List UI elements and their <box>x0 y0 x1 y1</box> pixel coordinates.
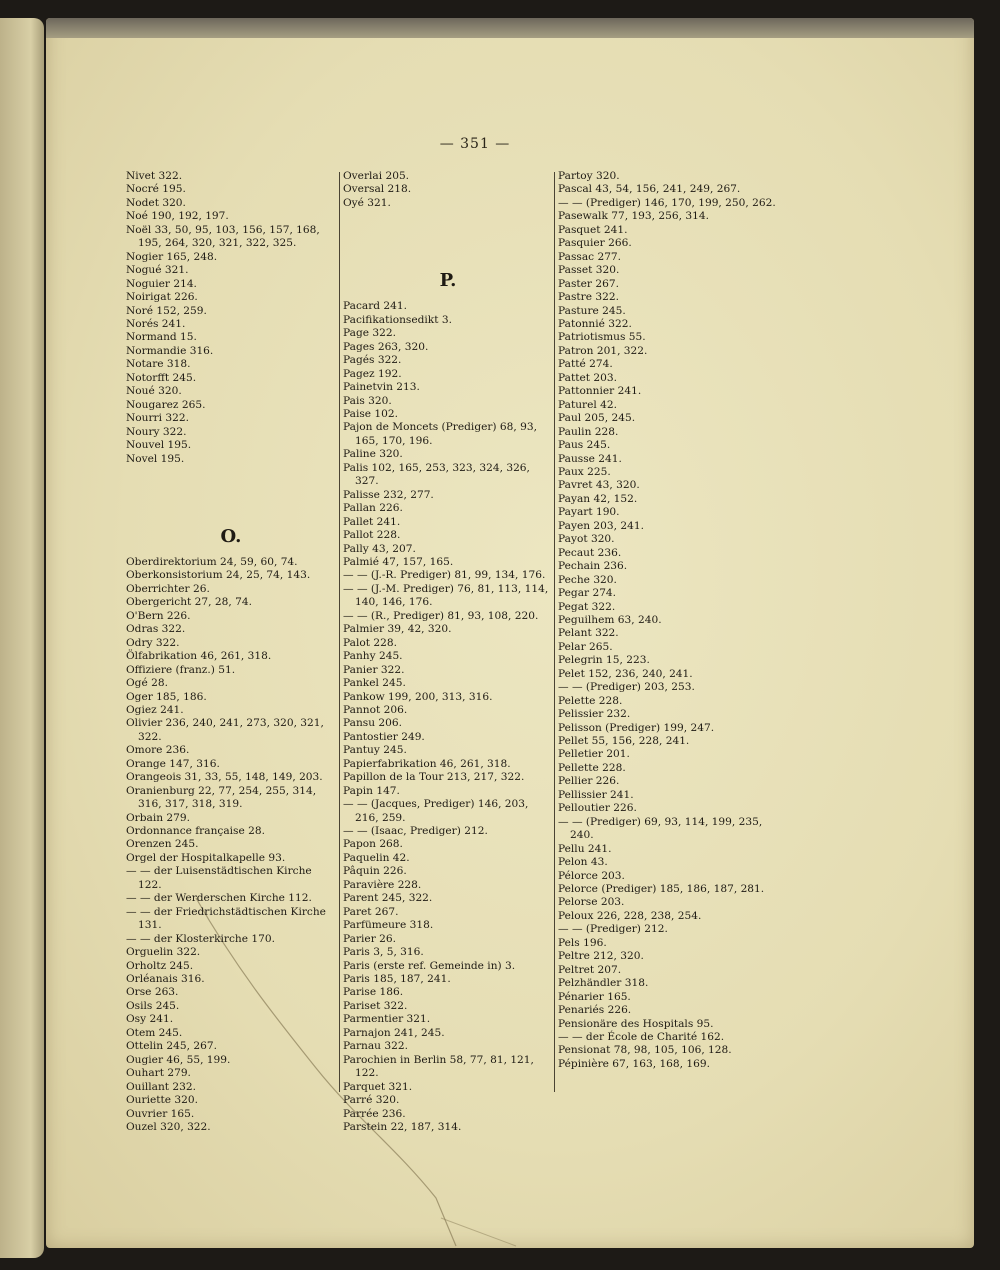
index-entry: Odras 322. <box>126 623 186 636</box>
index-entry: Pellissier 241. <box>558 788 634 801</box>
index-entry: — — (J.-R. Prediger) 81, 99, 134, 176. <box>343 569 546 582</box>
index-entry: Norés 241. <box>126 317 186 330</box>
index-entry: Ouillant 232. <box>126 1080 197 1093</box>
index-entry: Pecaut 236. <box>558 546 622 559</box>
index-entry: Pansu 206. <box>343 717 403 730</box>
index-entry: Papillon de la Tour 213, 217, 322. <box>343 771 525 784</box>
index-entry: Parochien in Berlin 58, 77, 81, 121, 122. <box>343 1053 534 1080</box>
index-entry: Pantuy 245. <box>343 744 407 757</box>
index-entry: Parier 26. <box>343 932 396 945</box>
index-entry: Papon 268. <box>343 838 403 851</box>
index-entry: Pages 263, 320. <box>343 340 429 353</box>
index-entry: Pegar 274. <box>558 587 617 600</box>
index-entry: — — der Klosterkirche 170. <box>126 932 275 945</box>
index-entry: Paris 3, 5, 316. <box>343 946 424 959</box>
index-entry: Noé 190, 192, 197. <box>126 210 229 223</box>
index-entry: Peche 320. <box>558 573 617 586</box>
column-divider <box>554 172 555 1092</box>
section-gap <box>126 466 336 520</box>
index-entry: Pasquier 266. <box>558 237 632 250</box>
index-entry: Pépinière 67, 163, 168, 169. <box>558 1057 710 1070</box>
index-entry: Pausse 241. <box>558 452 622 465</box>
index-entry: Pannot 206. <box>343 703 408 716</box>
index-entry: Ouzel 320, 322. <box>126 1121 211 1133</box>
index-entry: Pelorce (Prediger) 185, 186, 187, 281. <box>558 883 765 896</box>
index-entry: Paris (erste ref. Gemeinde in) 3. <box>343 959 516 972</box>
index-entry: Papin 147. <box>343 784 400 797</box>
index-entry: Pastre 322. <box>558 291 619 304</box>
index-entry: Painetvin 213. <box>343 381 420 394</box>
section-heading: P. <box>439 270 457 292</box>
index-entry: Pelette 228. <box>558 694 623 707</box>
index-entry: Palmié 47, 157, 165. <box>343 555 454 568</box>
index-entry: Panhy 245. <box>343 650 403 663</box>
index-entry: Patriotismus 55. <box>558 331 646 344</box>
index-entry: Patron 201, 322. <box>558 344 648 357</box>
index-entry: Pattonnier 241. <box>558 385 642 398</box>
index-entry: Nouvel 195. <box>126 439 192 452</box>
index-entry: — — der Werderschen Kirche 112. <box>126 892 312 905</box>
index-entry: Pels 196. <box>558 936 607 949</box>
index-entry: Paus 245. <box>558 439 611 452</box>
index-entry: Oberdirektorium 24, 59, 60, 74. <box>126 555 298 568</box>
section-heading: O. <box>220 525 242 547</box>
index-entry: Palis 102, 165, 253, 323, 324, 326, 327. <box>343 461 530 488</box>
index-entry: — — (Prediger) 69, 93, 114, 199, 235, 240. <box>558 815 763 842</box>
index-entry: Pellet 55, 156, 228, 241. <box>558 735 690 748</box>
index-entry: Obergericht 27, 28, 74. <box>126 596 252 609</box>
index-entry: Pellier 226. <box>558 775 620 788</box>
index-entry: Patté 274. <box>558 358 613 371</box>
index-entry: Oyé 321. <box>343 196 391 209</box>
index-entry: Nougarez 265. <box>126 398 206 411</box>
index-entry: Overlai 205. <box>343 170 410 182</box>
index-entry: Offiziere (franz.) 51. <box>126 663 236 676</box>
index-entry: Normandie 316. <box>126 344 214 357</box>
index-entry: Ordonnance française 28. <box>126 825 265 838</box>
index-entry: Patonnié 322. <box>558 317 632 330</box>
facing-page-edge <box>0 18 44 1258</box>
index-entry: Orgel der Hospitalkapelle 93. <box>126 851 286 864</box>
index-entry: Peltret 207. <box>558 963 622 976</box>
index-entry: — — (Jacques, Prediger) 146, 203, 216, 259. <box>343 798 529 824</box>
index-entry: Orangeois 31, 33, 55, 148, 149, 203. <box>126 771 323 784</box>
index-entry: Ogiez 241. <box>126 703 184 716</box>
index-entry: Pelet 152, 236, 240, 241. <box>558 667 693 680</box>
index-entry: Ouriette 320. <box>126 1094 198 1107</box>
index-entry: Pattet 203. <box>558 371 617 384</box>
index-entry: O'Bern 226. <box>126 609 191 622</box>
index-entry: Orholtz 245. <box>126 959 194 972</box>
page-number: — 351 — <box>439 136 511 152</box>
index-entry: Pacifikationsedikt 3. <box>343 313 452 326</box>
section-gap <box>343 210 553 264</box>
index-entry: Pankow 199, 200, 313, 316. <box>343 690 493 703</box>
index-entry: Pagez 192. <box>343 367 402 380</box>
index-entry: Palisse 232, 277. <box>343 488 434 501</box>
index-entry: Paul 205, 245. <box>558 412 636 425</box>
index-entry: Paret 267. <box>343 905 399 918</box>
index-entry: Pallan 226. <box>343 502 403 515</box>
index-entry: Nodet 320. <box>126 196 186 209</box>
index-entry: Pélorce 203. <box>558 869 625 882</box>
index-entry: Pelegrin 15, 223. <box>558 654 650 667</box>
index-entry: Passet 320. <box>558 264 620 277</box>
column-divider <box>339 172 340 1092</box>
index-entry: Pascal 43, 54, 156, 241, 249, 267. <box>558 183 741 196</box>
index-entry: Noury 322. <box>126 425 187 438</box>
index-entry: Pelon 43. <box>558 856 608 869</box>
index-entry: Paux 225. <box>558 465 611 478</box>
index-entry: Orguelin 322. <box>126 946 201 959</box>
index-entry: Pelletier 201. <box>558 748 630 761</box>
index-entry: Omore 236. <box>126 744 190 757</box>
index-entry: Pelar 265. <box>558 640 613 653</box>
index-entry: Orbain 279. <box>126 811 191 824</box>
index-entry: Normand 15. <box>126 331 197 344</box>
index-entry: Palmier 39, 42, 320. <box>343 623 452 636</box>
index-entry: Nogué 321. <box>126 264 189 277</box>
index-entry: Papierfabrikation 46, 261, 318. <box>343 757 511 770</box>
index-entry: Pegat 322. <box>558 600 616 613</box>
index-column-3 <box>558 170 778 1071</box>
index-entry: Pelissier 232. <box>558 708 631 721</box>
index-entry: Pacard 241. <box>343 300 408 313</box>
index-entry: Partoy 320. <box>558 170 620 182</box>
index-entry: Ottelin 245, 267. <box>126 1040 217 1053</box>
index-entry: Peguilhem 63, 240. <box>558 613 662 626</box>
index-entry: Pénarier 165. <box>558 990 631 1003</box>
index-entry: Odry 322. <box>126 636 180 649</box>
index-entry: Oversal 218. <box>343 183 412 196</box>
index-entry: — — (Isaac, Prediger) 212. <box>343 825 488 838</box>
index-entry: Pelloutier 226. <box>558 802 637 815</box>
index-entry: Oger 185, 186. <box>126 690 207 703</box>
index-entry: — — (R., Prediger) 81, 93, 108, 220. <box>343 609 539 622</box>
index-entry: Ogé 28. <box>126 677 168 690</box>
index-entry: Pasture 245. <box>558 304 626 317</box>
index-entry: Paquelin 42. <box>343 851 410 864</box>
index-entry: — — (Prediger) 146, 170, 199, 250, 262. <box>558 196 776 209</box>
index-entry: Pais 320. <box>343 394 392 407</box>
index-entry: — — (J.-M. Prediger) 76, 81, 113, 114, 140, 146, 176. <box>343 582 549 609</box>
index-entry: — — der Luisenstädtischen Kirche 122. <box>126 865 312 891</box>
index-entry: Parnau 322. <box>343 1040 408 1053</box>
index-entry: Parfümeure 318. <box>343 919 434 932</box>
page-top-edge <box>46 18 974 38</box>
index-entry: Pensionat 78, 98, 105, 106, 128. <box>558 1044 732 1057</box>
index-entry: Peltre 212, 320. <box>558 950 644 963</box>
index-entry: Noré 152, 259. <box>126 304 207 317</box>
index-entry: Pariset 322. <box>343 999 408 1012</box>
index-entry: Pajon de Moncets (Prediger) 68, 93, 165, 170, 196. <box>343 421 537 447</box>
index-column-1 <box>126 170 336 1134</box>
index-entry: Notare 318. <box>126 358 191 371</box>
index-entry: Paravière 228. <box>343 878 422 891</box>
index-entry: Osy 241. <box>126 1013 174 1026</box>
index-entry: Pankel 245. <box>343 677 406 690</box>
index-entry: Noirigat 226. <box>126 291 198 304</box>
index-entry: Peloux 226, 228, 238, 254. <box>558 909 702 922</box>
index-entry: Paster 267. <box>558 277 619 290</box>
index-entry: Panier 322. <box>343 663 405 676</box>
index-entry: Pâquin 226. <box>343 865 407 878</box>
index-entry: Pagés 322. <box>343 354 402 367</box>
index-entry: Pechain 236. <box>558 560 628 573</box>
index-entry: Nogier 165, 248. <box>126 250 218 263</box>
index-entry: Pallet 241. <box>343 515 401 528</box>
index-entry: Pelzhändler 318. <box>558 977 649 990</box>
index-entry: Pantostier 249. <box>343 730 425 743</box>
index-entry: Pasquet 241. <box>558 223 628 236</box>
index-entry: Noguier 214. <box>126 277 197 290</box>
index-entry: Olivier 236, 240, 241, 273, 320, 321, 322. <box>126 717 324 743</box>
index-entry: Parent 245, 322. <box>343 892 433 905</box>
index-entry: Paline 320. <box>343 448 403 461</box>
index-entry: Payen 203, 241. <box>558 519 644 532</box>
index-entry: Novel 195. <box>126 452 185 465</box>
index-entry: — — (Prediger) 212. <box>558 923 668 936</box>
index-entry: Orse 263. <box>126 986 179 999</box>
index-entry: Pellu 241. <box>558 842 612 855</box>
index-entry: Noué 320. <box>126 385 182 398</box>
index-entry: Parré 320. <box>343 1094 400 1107</box>
index-entry: Pallot 228. <box>343 529 401 542</box>
index-entry: Oberrichter 26. <box>126 582 210 595</box>
index-entry: Notorfft 245. <box>126 371 197 384</box>
index-entry: Parise 186. <box>343 986 404 999</box>
index-entry: Parmentier 321. <box>343 1013 431 1026</box>
index-entry: Paulin 228. <box>558 425 619 438</box>
index-entry: — — der École de Charité 162. <box>558 1031 725 1043</box>
index-entry: Orange 147, 316. <box>126 757 220 770</box>
index-entry: Paise 102. <box>343 407 399 420</box>
index-entry: Pally 43, 207. <box>343 542 416 555</box>
index-entry: Noël 33, 50, 95, 103, 156, 157, 168, 195, 264, 320, 321, 322, 325. <box>126 223 320 250</box>
index-entry: Parnajon 241, 245. <box>343 1026 445 1039</box>
index-entry: Paturel 42. <box>558 398 617 411</box>
index-entry: Pasewalk 77, 193, 256, 314. <box>558 210 709 223</box>
index-entry: Palot 228. <box>343 636 397 649</box>
index-entry: Ougier 46, 55, 199. <box>126 1053 231 1066</box>
index-entry: Payart 190. <box>558 506 620 519</box>
index-entry: Osils 245. <box>126 999 180 1012</box>
index-entry: Pelant 322. <box>558 627 619 640</box>
index-entry: Parrée 236. <box>343 1107 406 1120</box>
index-entry: Orenzen 245. <box>126 838 199 851</box>
index-entry: — — der Friedrichstädtischen Kirche 131. <box>126 905 326 932</box>
index-entry: Pelorse 203. <box>558 896 625 909</box>
index-entry: Payan 42, 152. <box>558 492 638 505</box>
index-entry: Paris 185, 187, 241. <box>343 973 451 986</box>
index-entry: Nourri 322. <box>126 412 189 425</box>
index-column-2 <box>343 170 553 1134</box>
index-entry: Penariés 226. <box>558 1004 632 1017</box>
index-entry: Parstein 22, 187, 314. <box>343 1121 462 1133</box>
index-entry: Nocré 195. <box>126 183 186 196</box>
index-entry: Parquet 321. <box>343 1080 413 1093</box>
index-entry: Ouvrier 165. <box>126 1107 195 1120</box>
index-entry: Pensionäre des Hospitals 95. <box>558 1017 714 1030</box>
index-entry: Page 322. <box>343 327 396 340</box>
index-entry: Oberkonsistorium 24, 25, 74, 143. <box>126 569 311 582</box>
index-entry: Nivet 322. <box>126 170 183 182</box>
index-entry: Oranienburg 22, 77, 254, 255, 314, 316, 317, 318, 319. <box>126 784 317 811</box>
index-entry: Payot 320. <box>558 533 615 546</box>
index-entry: Pellette 228. <box>558 761 626 774</box>
index-entry: Pavret 43, 320. <box>558 479 640 492</box>
index-entry: Passac 277. <box>558 250 622 263</box>
index-entry: Orléanais 316. <box>126 973 205 986</box>
index-entry: Ouhart 279. <box>126 1067 191 1080</box>
index-entry: — — (Prediger) 203, 253. <box>558 681 695 694</box>
index-entry: Pelisson (Prediger) 199, 247. <box>558 721 715 734</box>
index-entry: Otem 245. <box>126 1026 183 1039</box>
index-entry: Ölfabrikation 46, 261, 318. <box>126 650 272 663</box>
